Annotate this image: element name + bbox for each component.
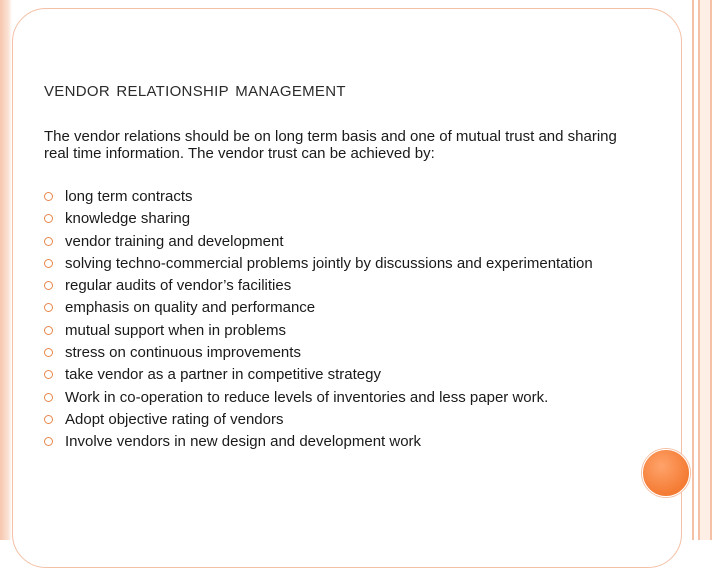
list-item-text: Adopt objective rating of vendors: [65, 410, 284, 428]
circle-bullet-icon: [44, 370, 53, 379]
list-item-text: long term contracts: [65, 188, 193, 205]
circle-bullet-icon: [44, 259, 53, 268]
circle-bullet-icon: [44, 237, 53, 246]
list-item: [44, 390, 634, 406]
circle-bullet-icon: [44, 214, 53, 223]
orange-circle-decoration: [642, 449, 690, 497]
list-item: [44, 300, 634, 316]
right-line-decoration: [710, 0, 712, 540]
list-item: [44, 189, 634, 205]
circle-bullet-icon: [44, 393, 53, 402]
circle-bullet-icon: [44, 348, 53, 357]
circle-bullet-icon: [44, 303, 53, 312]
list-item-text: vendor training and development: [65, 232, 284, 250]
bullet-list: [44, 189, 634, 457]
circle-bullet-icon: [44, 192, 53, 201]
circle-bullet-icon: [44, 281, 53, 290]
list-item-text: regular audits of vendor’s facilities: [65, 277, 292, 295]
list-item-text: emphasis on quality and performance: [65, 299, 316, 317]
list-item: [44, 412, 634, 428]
circle-bullet-icon: [44, 415, 53, 424]
list-item: [44, 323, 634, 339]
list-item: [44, 234, 634, 250]
right-line-decoration: [692, 0, 694, 540]
list-item: [44, 211, 634, 227]
list-item-text: Involve vendors in new design and development work: [65, 433, 422, 451]
list-item-text: take vendor as a partner in competitive strategy: [65, 366, 381, 384]
left-edge-decoration: [0, 0, 12, 540]
list-item: [44, 345, 634, 361]
right-line-decoration: [698, 0, 700, 540]
list-item: [44, 256, 634, 272]
list-item-text: stress on continuous improvements: [65, 344, 301, 362]
list-item: [44, 278, 634, 294]
list-item: [44, 434, 634, 450]
list-item-text: solving techno-commercial problems jointly by discussions and experimentation: [65, 254, 593, 272]
right-band-decoration: [699, 0, 710, 540]
list-item-text: Work in co-operation to reduce levels of inventories and less paper work.: [65, 388, 549, 406]
intro-paragraph: The vendor relations should be on long term basis and one of mutual trust and sharing real time information. The vendor trust can be achieved by:: [44, 128, 617, 162]
slide-title: vendor relationship management: [44, 76, 346, 101]
list-item: [44, 367, 634, 383]
list-item-text: mutual support when in problems: [65, 321, 286, 339]
circle-bullet-icon: [44, 326, 53, 335]
list-item-text: knowledge sharing: [65, 210, 191, 228]
circle-bullet-icon: [44, 437, 53, 446]
